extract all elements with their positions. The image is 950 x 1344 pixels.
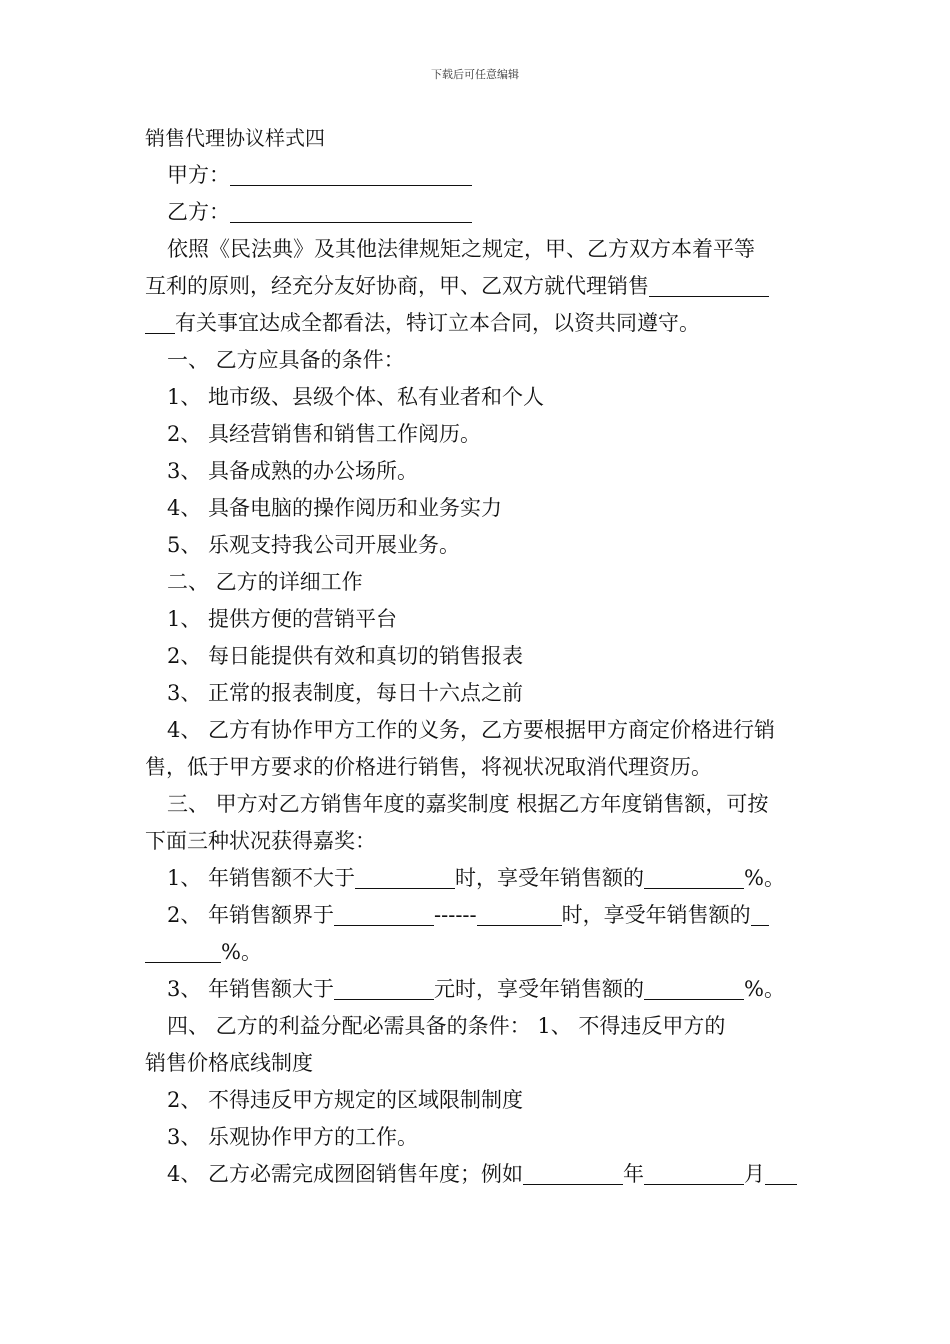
reward-item-1-text: 1、 年销售额不大于	[167, 866, 356, 890]
year-label: 年	[623, 1162, 645, 1186]
percent-sign: %。	[744, 866, 786, 890]
reward-item-3-text: 元时，享受年销售额的	[434, 977, 645, 1001]
amount-from-blank	[334, 899, 434, 926]
intro-line-2	[145, 268, 807, 305]
section-1-heading: 一、 乙方应具备的条件：	[167, 348, 405, 372]
intro-line-2-text: 互利的原则，经充分友好协商，甲、乙双方就代理销售	[145, 274, 649, 298]
party-a-line	[145, 157, 807, 194]
amount-blank	[355, 862, 455, 889]
section-2-item: 1、 提供方便的营销平台	[167, 607, 398, 631]
party-b-blank	[230, 196, 472, 223]
section-1-item: 1、 地市级、县级个体、私有业者和个人	[167, 385, 545, 409]
intro-line-3-text: 有关事宜达成全都看法，特订立本合同，以资共同遵守。	[175, 311, 700, 335]
section-4-item-4-text: 4、 乙方必需完成囫囵销售年度；例如	[167, 1162, 524, 1186]
document-body	[145, 120, 807, 1193]
section-2-heading: 二、 乙方的详细工作	[167, 570, 363, 594]
section-3-line-1: 三、 甲方对乙方销售年度的嘉奖制度 根据乙方年度销售额，可按	[167, 792, 769, 816]
percent-sign: %。	[221, 940, 262, 964]
section-2-item: 2、 每日能提供有效和真切的销售报表	[167, 644, 524, 668]
header-note: 下载后可任意编辑	[431, 68, 519, 81]
section-4-line-1: 四、 乙方的利益分配必需具备的条件： 1、 不得违反甲方的	[167, 1014, 726, 1038]
amount-to-blank	[477, 899, 562, 926]
section-2-item-4-line-2: 售，低于甲方要求的价格进行销售，将视状况取消代理资历。	[145, 755, 712, 779]
party-a-label: 甲方：	[167, 163, 230, 187]
amount-blank	[334, 973, 434, 1000]
day-blank	[765, 1158, 797, 1185]
intro-line-1: 依照《民法典》及其他法律规矩之规定，甲、乙方双方本着平等	[167, 237, 755, 261]
reward-item-1-text: 时，享受年销售额的	[455, 866, 645, 890]
percent-blank	[644, 862, 744, 889]
year-blank	[523, 1158, 623, 1185]
section-2-item: 3、 正常的报表制度，每日十六点之前	[167, 681, 524, 705]
reward-item-2	[145, 897, 807, 934]
section-3-line-2: 下面三种状况获得嘉奖：	[145, 829, 376, 853]
reward-item-2-text: 时，享受年销售额的	[561, 903, 751, 927]
intro-line-3	[145, 305, 807, 342]
section-1-item: 4、 具备电脑的操作阅历和业务实力	[167, 496, 503, 520]
section-4-line-2: 销售价格底线制度	[145, 1051, 313, 1075]
party-a-blank	[230, 159, 472, 186]
document-title: 销售代理协议样式四	[145, 126, 325, 150]
party-b-label: 乙方：	[167, 200, 230, 224]
intro-product-blank	[649, 270, 769, 297]
reward-item-2-text: 2、 年销售额界于	[167, 903, 335, 927]
section-4-item: 2、 不得违反甲方规定的区域限制制度	[167, 1088, 524, 1112]
section-1-item: 5、 乐观支持我公司开展业务。	[167, 533, 461, 557]
reward-item-3	[145, 971, 807, 1008]
range-dash: ------	[434, 903, 477, 927]
reward-item-1	[145, 860, 807, 897]
reward-item-3-text: 3、 年销售额大于	[167, 977, 335, 1001]
intro-product-blank-cont	[145, 307, 175, 334]
reward-item-2-cont	[145, 934, 807, 971]
section-4-item: 3、 乐观协作甲方的工作。	[167, 1125, 419, 1149]
section-4-item-4	[145, 1156, 807, 1193]
party-b-line	[145, 194, 807, 231]
percent-blank	[751, 899, 769, 926]
section-1-item: 3、 具备成熟的办公场所。	[167, 459, 419, 483]
month-label: 月	[744, 1162, 766, 1186]
percent-blank-cont	[145, 936, 221, 963]
percent-sign: %。	[744, 977, 786, 1001]
section-2-item-4-line-1: 4、 乙方有协作甲方工作的义务，乙方要根据甲方商定价格进行销	[167, 718, 776, 742]
month-blank	[644, 1158, 744, 1185]
section-1-item: 2、 具经营销售和销售工作阅历。	[167, 422, 482, 446]
percent-blank	[644, 973, 744, 1000]
